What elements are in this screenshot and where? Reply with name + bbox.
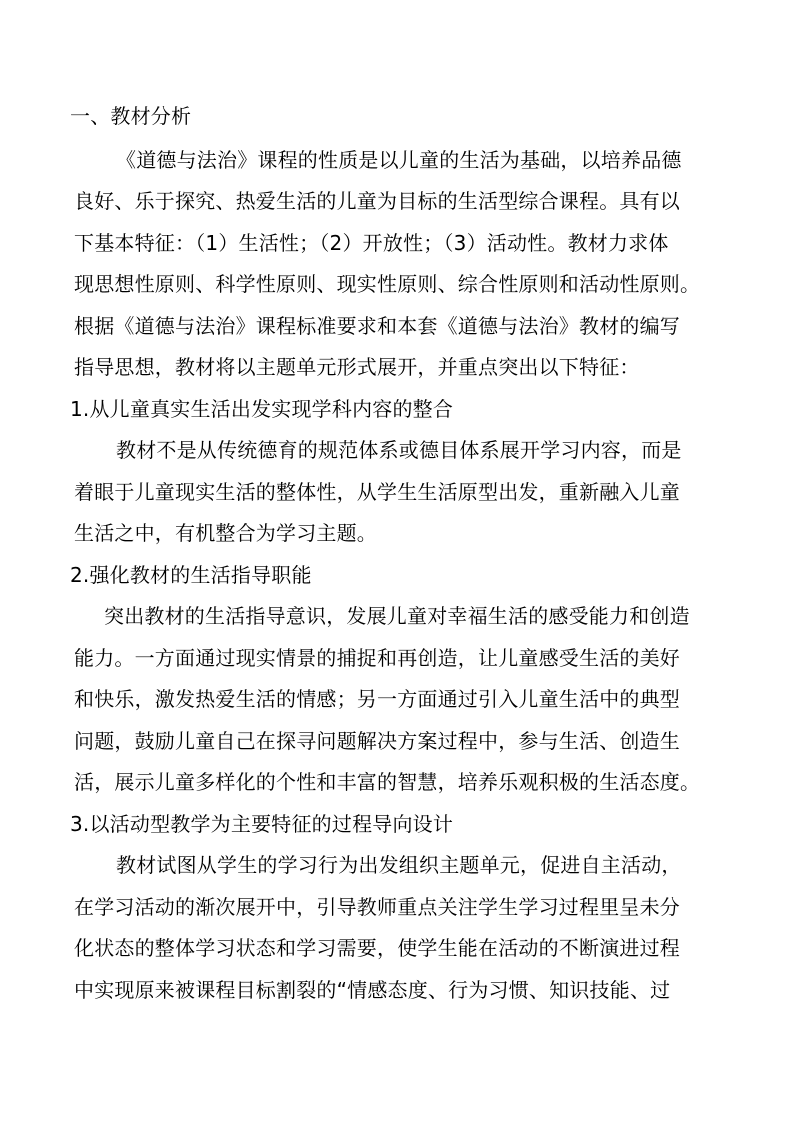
feature-2-line: 和快乐，激发热爱生活的情感；另一方面通过引入儿童生活中的典型 [74,687,680,711]
feature-3-heading: 3.以活动型教学为主要特征的过程导向设计 [70,812,454,836]
intro-line: 现思想性原则、科学性原则、现实性原则、综合性原则和活动性原则。 [74,272,701,296]
section-heading: 一、教材分析 [70,104,192,128]
intro-line: 良好、乐于探究、热爱生活的儿童为目标的生活型综合课程。具有以 [74,189,680,213]
intro-line: 下基本特征：（1）生活性；（2）开放性；（3）活动性。教材力求体 [74,231,669,255]
intro-line: 根据《道德与法治》课程标准要求和本套《道德与法治》教材的编写 [74,314,680,338]
feature-1-line: 着眼于儿童现实生活的整体性，从学生生活原型出发，重新融入儿童 [74,480,680,504]
feature-3-line: 在学习活动的渐次展开中，引导教师重点关注学生学习过程里呈未分 [74,895,680,919]
feature-2-line: 活，展示儿童多样化的个性和丰富的智慧，培养乐观积极的生活态度。 [74,770,701,794]
feature-2-heading: 2.强化教材的生活指导职能 [70,563,312,587]
intro-line: 指导思想，教材将以主题单元形式展开，并重点突出以下特征： [74,355,640,379]
feature-3-line: 教材试图从学生的学习行为出发组织主题单元，促进自主活动， [116,853,682,877]
intro-line: 《道德与法治》课程的性质是以儿童的生活为基础，以培养品德 [116,148,682,172]
feature-1-line: 教材不是从传统德育的规范体系或德目体系展开学习内容，而是 [116,438,682,462]
feature-1-heading: 1.从儿童真实生活出发实现学科内容的整合 [70,397,454,421]
feature-1-line: 生活之中，有机整合为学习主题。 [74,521,377,545]
feature-2-line: 突出教材的生活指导意识，发展儿童对幸福生活的感受能力和创造 [104,604,690,628]
feature-3-line: 中实现原来被课程目标割裂的“情感态度、行为习惯、知识技能、过 [74,978,671,1002]
feature-2-line: 能力。一方面通过现实情景的捕捉和再创造，让儿童感受生活的美好 [74,646,680,670]
feature-2-line: 问题，鼓励儿童自己在探寻问题解决方案过程中，参与生活、创造生 [74,729,680,753]
feature-3-line: 化状态的整体学习状态和学习需要，使学生能在活动的不断演进过程 [74,936,680,960]
